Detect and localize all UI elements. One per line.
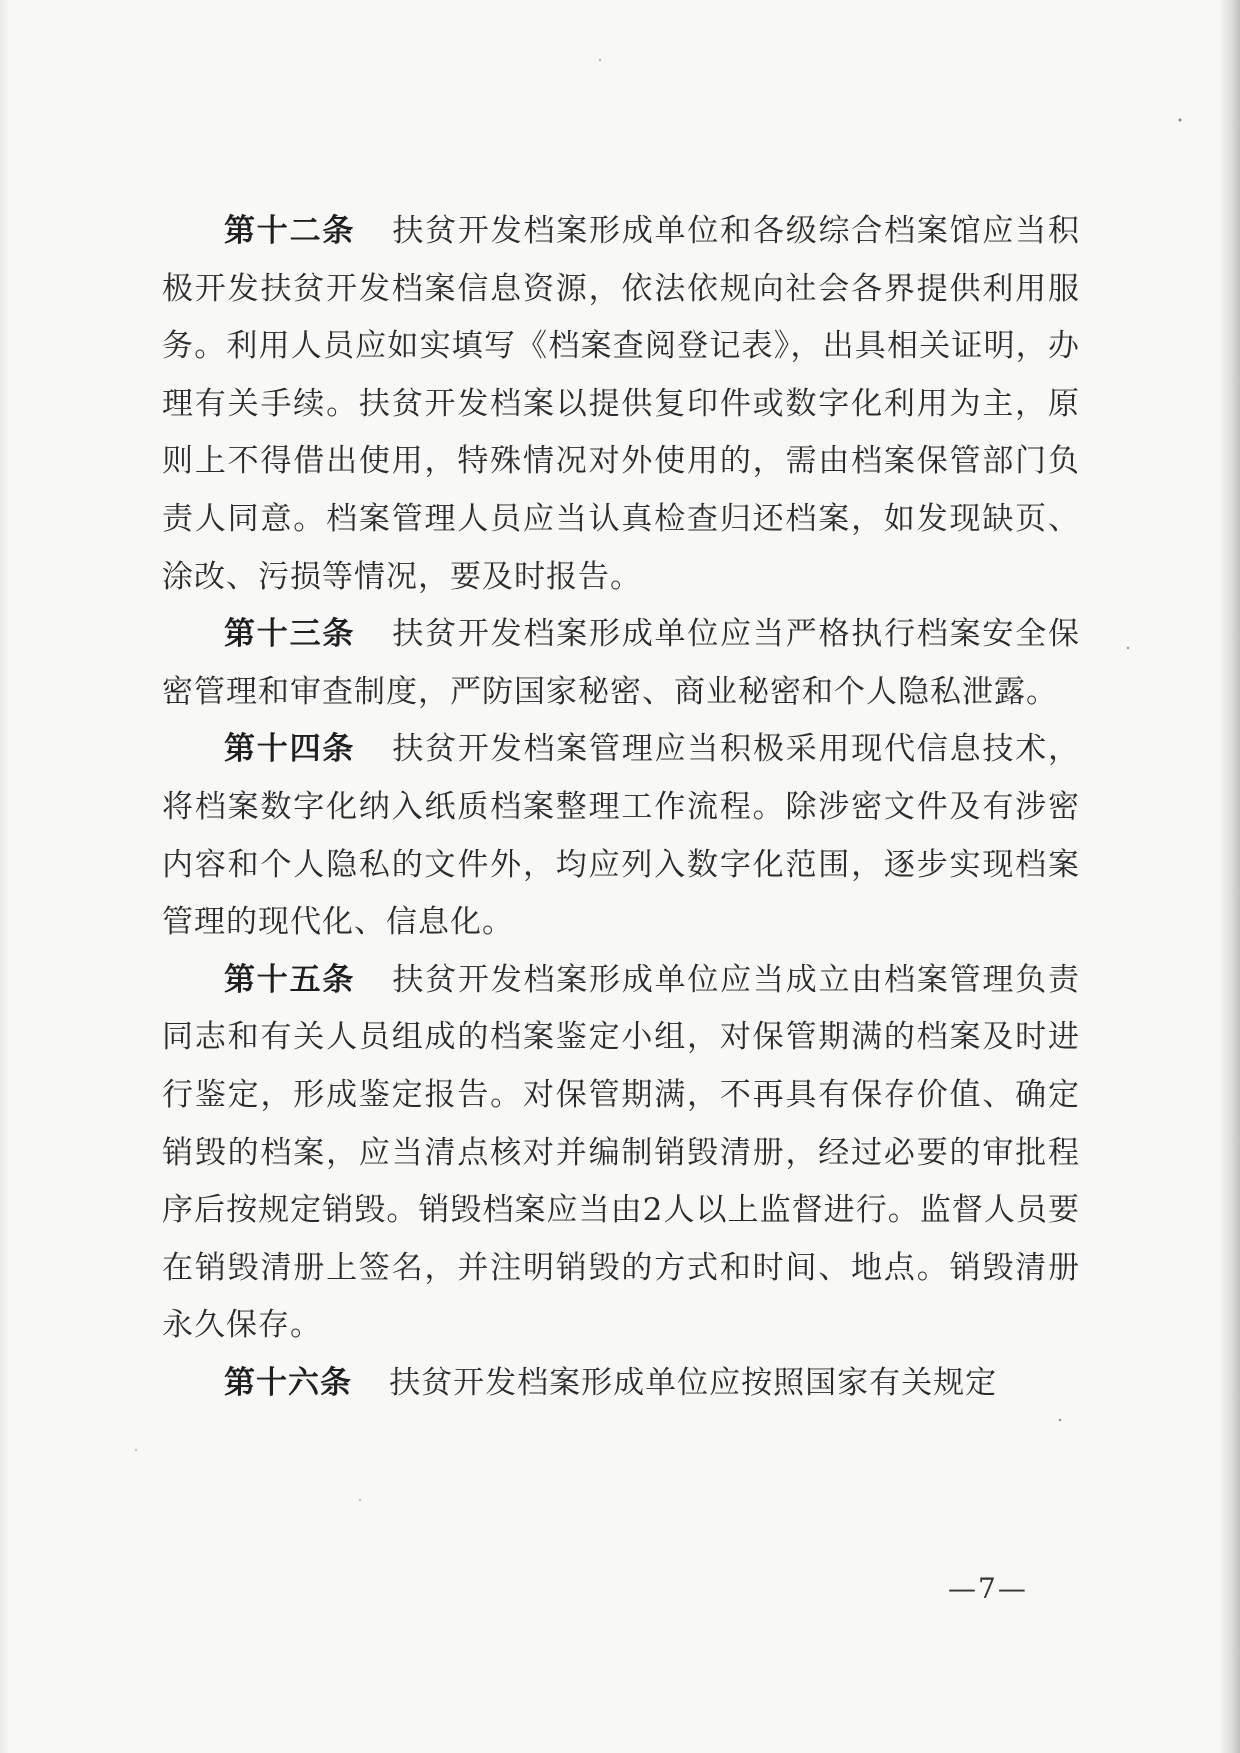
- article-12: [162, 203, 1080, 606]
- article-13-text: 扶贫开发档案形成单位应当严格执行档案安全保密管理和审查制度，严防国家秘密、商业秘密和个人隐私泄露。: [162, 616, 1081, 710]
- article-14-text: 扶贫开发档案管理应当积极采用现代信息技术，将档案数字化纳入纸质档案整理工作流程。除涉密文件及有涉密内容和个人隐私的文件外，均应列入数字化范围，逐步实现档案管理的现代化、信息化。: [162, 731, 1081, 941]
- article-16: [162, 1355, 1080, 1413]
- article-14: [162, 721, 1080, 951]
- article-16-heading: 第十六条: [224, 1364, 352, 1401]
- article-13: [162, 606, 1080, 721]
- article-13-heading: 第十三条: [224, 616, 356, 653]
- article-16-text: 扶贫开发档案形成单位应按照国家有关规定: [389, 1364, 998, 1401]
- article-15: [162, 952, 1080, 1355]
- article-14-heading: 第十四条: [224, 731, 356, 768]
- page-number: —7—: [948, 1572, 1028, 1605]
- article-12-heading: 第十二条: [224, 213, 356, 249]
- article-body: [162, 203, 1080, 1412]
- article-15-text: 扶贫开发档案形成单位应当成立由档案管理负责同志和有关人员组成的档案鉴定小组，对保管期满的档案及时进行鉴定，形成鉴定报告。对保管期满，不再具有保存价值、确定销毁的档案，应当清点核对并编制销毁清册，经过必要的审批程序后按规定销毁。销毁档案应当由2人以上监督进行。监督人员要在销毁清册上签名，并注明销毁的方式和时间、地点。销毁清册永久保存。: [162, 961, 1081, 1344]
- article-12-text: 扶贫开发档案形成单位和各级综合档案馆应当积极开发扶贫开发档案信息资源，依法依规向社会各界提供利用服务。利用人员应如实填写《档案查阅登记表》，出具相关证明，办理有关手续。扶贫开发档案以提供复印件或数字化利用为主，原则上不得借出使用，特殊情况对外使用的，需由档案保管部门负责人同意。档案管理人员应当认真检查归还档案，如发现缺页、涂改、污损等情况，要及时报告。: [162, 213, 1081, 595]
- article-15-heading: 第十五条: [224, 961, 356, 998]
